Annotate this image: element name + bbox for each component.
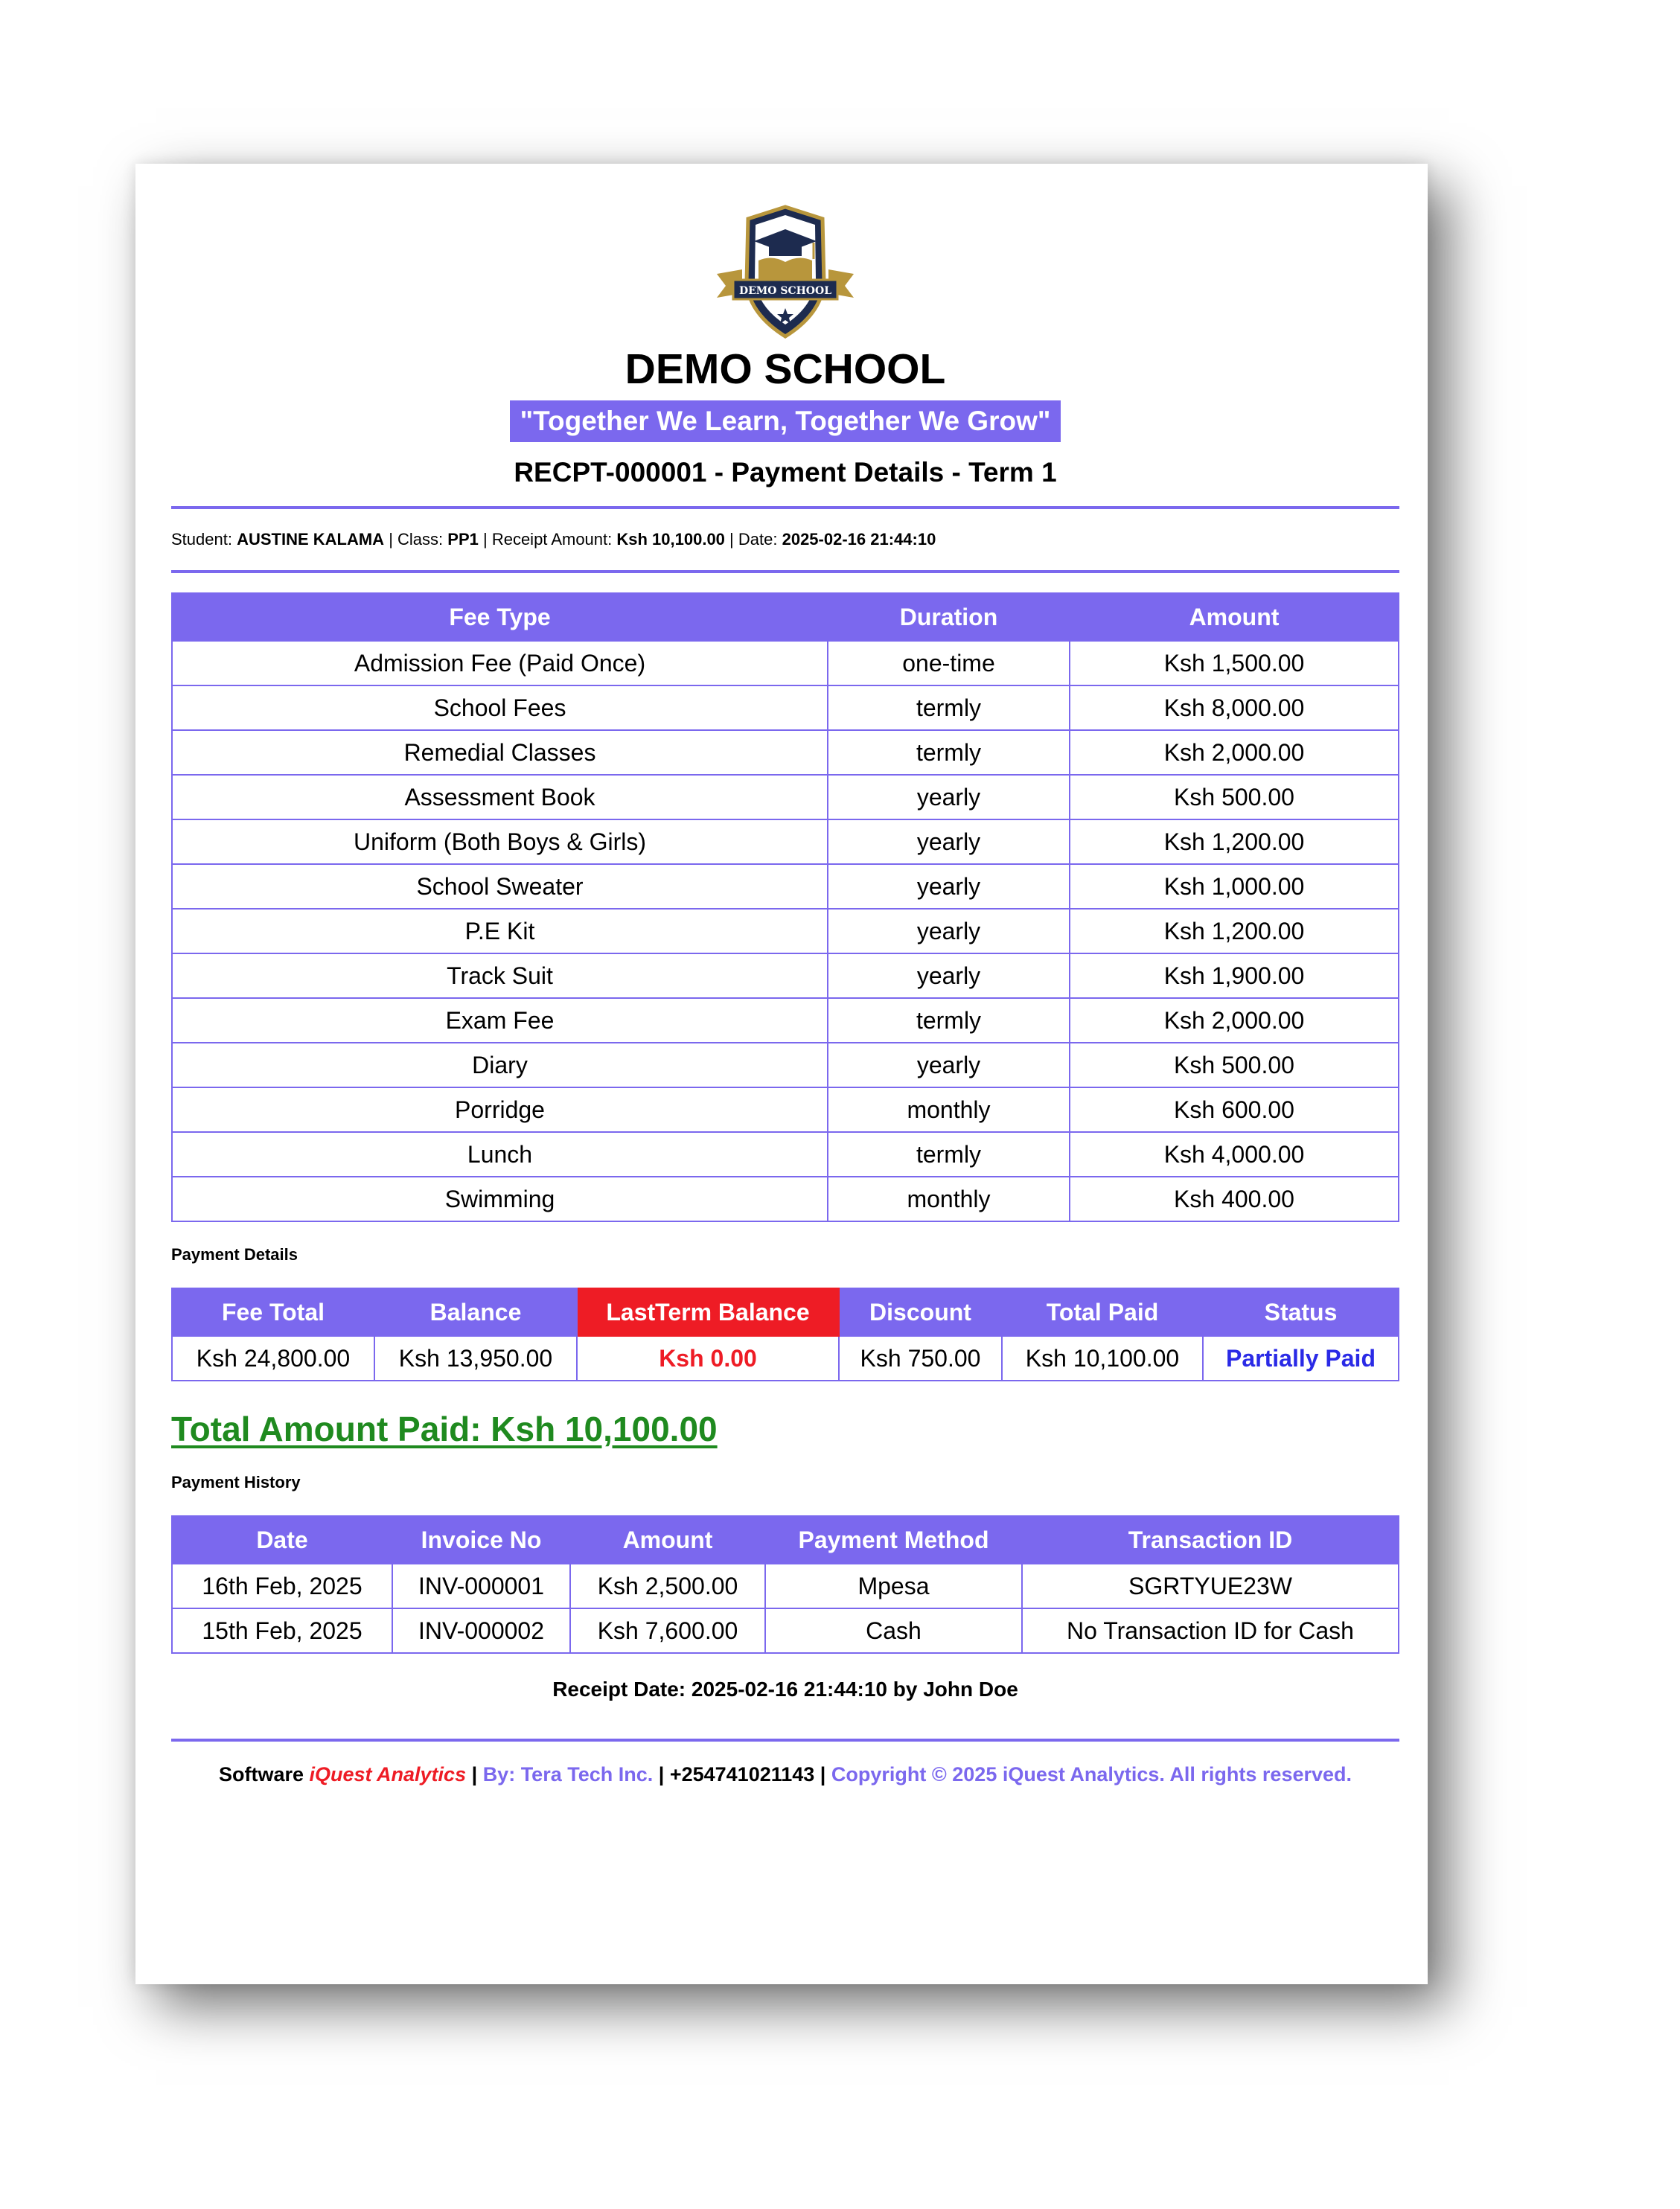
discount-header: Discount — [839, 1288, 1002, 1336]
footer-software-label: Software — [218, 1763, 304, 1786]
table-row — [172, 1132, 1399, 1177]
school-motto: "Together We Learn, Together We Grow" — [510, 400, 1061, 442]
duration-cell: monthly — [828, 1087, 1070, 1132]
receipt-amount-value: Ksh 10,100.00 — [616, 530, 725, 549]
history-amount-header: Amount — [570, 1516, 765, 1564]
fee-type-cell: Admission Fee (Paid Once) — [172, 641, 828, 685]
fee-type-cell: Diary — [172, 1043, 828, 1087]
amount-cell: Ksh 400.00 — [1070, 1177, 1399, 1221]
duration-cell: yearly — [828, 909, 1070, 953]
invoice-cell: INV-000002 — [392, 1608, 570, 1653]
school-crest-logo — [712, 202, 858, 341]
date-cell: 16th Feb, 2025 — [172, 1564, 392, 1608]
total-paid-wrap — [171, 1408, 1399, 1450]
total-paid-header: Total Paid — [1002, 1288, 1203, 1336]
table-row — [172, 685, 1399, 730]
fee-table — [171, 592, 1399, 1222]
payment-method-header: Payment Method — [765, 1516, 1022, 1564]
fee-type-cell: School Sweater — [172, 864, 828, 909]
class-value: PP1 — [447, 530, 479, 549]
balance-header: Balance — [374, 1288, 577, 1336]
table-row — [172, 730, 1399, 775]
duration-cell: yearly — [828, 864, 1070, 909]
total-amount-paid: Total Amount Paid: Ksh 10,100.00 — [171, 1410, 718, 1448]
table-row — [172, 1608, 1399, 1653]
table-row — [172, 998, 1399, 1043]
amount-cell: Ksh 4,000.00 — [1070, 1132, 1399, 1177]
payment-history-header — [172, 1516, 1399, 1564]
receipt-amount-label: | Receipt Amount: — [483, 530, 613, 549]
duration-cell: termly — [828, 998, 1070, 1043]
status-badge: Partially Paid — [1203, 1336, 1399, 1381]
last-term-balance-value: Ksh 0.00 — [577, 1336, 839, 1381]
fee-type-cell: Exam Fee — [172, 998, 828, 1043]
status-header: Status — [1203, 1288, 1399, 1336]
date-value: 2025-02-16 21:44:10 — [782, 530, 936, 549]
table-row — [172, 953, 1399, 998]
fee-type-cell: P.E Kit — [172, 909, 828, 953]
fee-type-cell: Assessment Book — [172, 775, 828, 819]
payment-details-label: Payment Details — [171, 1245, 298, 1264]
transaction-cell: SGRTYUE23W — [1022, 1564, 1399, 1608]
table-row — [172, 1336, 1399, 1381]
student-name: AUSTINE KALAMA — [237, 530, 385, 549]
date-cell: 15th Feb, 2025 — [172, 1608, 392, 1653]
invoice-no-header: Invoice No — [392, 1516, 570, 1564]
date-header: Date — [172, 1516, 392, 1564]
motto-wrap — [171, 400, 1399, 442]
fee-type-cell: Swimming — [172, 1177, 828, 1221]
table-row — [172, 1177, 1399, 1221]
class-label: | Class: — [389, 530, 444, 549]
table-row — [172, 641, 1399, 685]
svg-text:DEMO SCHOOL: DEMO SCHOOL — [738, 285, 832, 297]
amount-header: Amount — [1070, 593, 1399, 641]
amount-cell: Ksh 1,900.00 — [1070, 953, 1399, 998]
fee-table-header — [172, 593, 1399, 641]
receipt-meta — [171, 509, 1399, 570]
date-label: | Date: — [729, 530, 778, 549]
balance-value: Ksh 13,950.00 — [374, 1336, 577, 1381]
fee-type-cell: Remedial Classes — [172, 730, 828, 775]
receipt-title: RECPT-000001 - Payment Details - Term 1 — [514, 457, 1057, 487]
amount-cell: Ksh 1,500.00 — [1070, 641, 1399, 685]
table-row — [172, 1043, 1399, 1087]
divider-meta — [171, 570, 1399, 573]
duration-cell: yearly — [828, 953, 1070, 998]
fee-type-cell: School Fees — [172, 685, 828, 730]
duration-cell: termly — [828, 730, 1070, 775]
method-cell: Cash — [765, 1608, 1022, 1653]
payment-history-table — [171, 1515, 1399, 1654]
footer-separator: | — [471, 1763, 478, 1786]
receipt-page — [135, 164, 1428, 1984]
amount-cell: Ksh 500.00 — [1070, 1043, 1399, 1087]
amount-cell: Ksh 1,200.00 — [1070, 909, 1399, 953]
fee-type-cell: Porridge — [172, 1087, 828, 1132]
student-label: Student: — [171, 530, 232, 549]
amount-cell: Ksh 2,500.00 — [570, 1564, 765, 1608]
duration-cell: monthly — [828, 1177, 1070, 1221]
table-row — [172, 819, 1399, 864]
duration-cell: yearly — [828, 819, 1070, 864]
table-row — [172, 1087, 1399, 1132]
transaction-id-header: Transaction ID — [1022, 1516, 1399, 1564]
duration-cell: yearly — [828, 1043, 1070, 1087]
method-cell: Mpesa — [765, 1564, 1022, 1608]
table-row — [172, 1564, 1399, 1608]
divider-footer — [171, 1739, 1399, 1742]
table-row — [172, 864, 1399, 909]
amount-cell: Ksh 8,000.00 — [1070, 685, 1399, 730]
receipt-content — [171, 202, 1399, 1788]
footer-phone: | +254741021143 | — [658, 1763, 826, 1786]
fee-total-header: Fee Total — [172, 1288, 374, 1336]
payment-details-table — [171, 1288, 1399, 1381]
amount-cell: Ksh 1,000.00 — [1070, 864, 1399, 909]
fee-type-cell: Track Suit — [172, 953, 828, 998]
duration-cell: termly — [828, 1132, 1070, 1177]
last-term-balance-header: LastTerm Balance — [577, 1288, 839, 1336]
amount-cell: Ksh 2,000.00 — [1070, 998, 1399, 1043]
duration-header: Duration — [828, 593, 1070, 641]
amount-cell: Ksh 7,600.00 — [570, 1608, 765, 1653]
total-paid-value: Ksh 10,100.00 — [1002, 1336, 1203, 1381]
amount-cell: Ksh 600.00 — [1070, 1087, 1399, 1132]
fee-type-cell: Lunch — [172, 1132, 828, 1177]
fee-type-header: Fee Type — [172, 593, 828, 641]
footer-software-name: iQuest Analytics — [309, 1763, 467, 1786]
fee-type-cell: Uniform (Both Boys & Girls) — [172, 819, 828, 864]
table-row — [172, 909, 1399, 953]
table-row — [172, 775, 1399, 819]
amount-cell: Ksh 2,000.00 — [1070, 730, 1399, 775]
amount-cell: Ksh 500.00 — [1070, 775, 1399, 819]
invoice-cell: INV-000001 — [392, 1564, 570, 1608]
duration-cell: termly — [828, 685, 1070, 730]
duration-cell: one-time — [828, 641, 1070, 685]
duration-cell: yearly — [828, 775, 1070, 819]
receipt-date: Receipt Date: 2025-02-16 21:44:10 by John Doe — [552, 1678, 1018, 1701]
payment-details-header — [172, 1288, 1399, 1336]
discount-value: Ksh 750.00 — [839, 1336, 1002, 1381]
amount-cell: Ksh 1,200.00 — [1070, 819, 1399, 864]
footer-by: By: Tera Tech Inc. — [482, 1763, 654, 1786]
payment-history-label: Payment History — [171, 1473, 301, 1492]
school-name: DEMO SCHOOL — [625, 345, 946, 393]
transaction-cell: No Transaction ID for Cash — [1022, 1608, 1399, 1653]
footer — [171, 1761, 1399, 1788]
footer-copyright: Copyright © 2025 iQuest Analytics. All rights reserved. — [831, 1763, 1352, 1786]
fee-total-value: Ksh 24,800.00 — [172, 1336, 374, 1381]
